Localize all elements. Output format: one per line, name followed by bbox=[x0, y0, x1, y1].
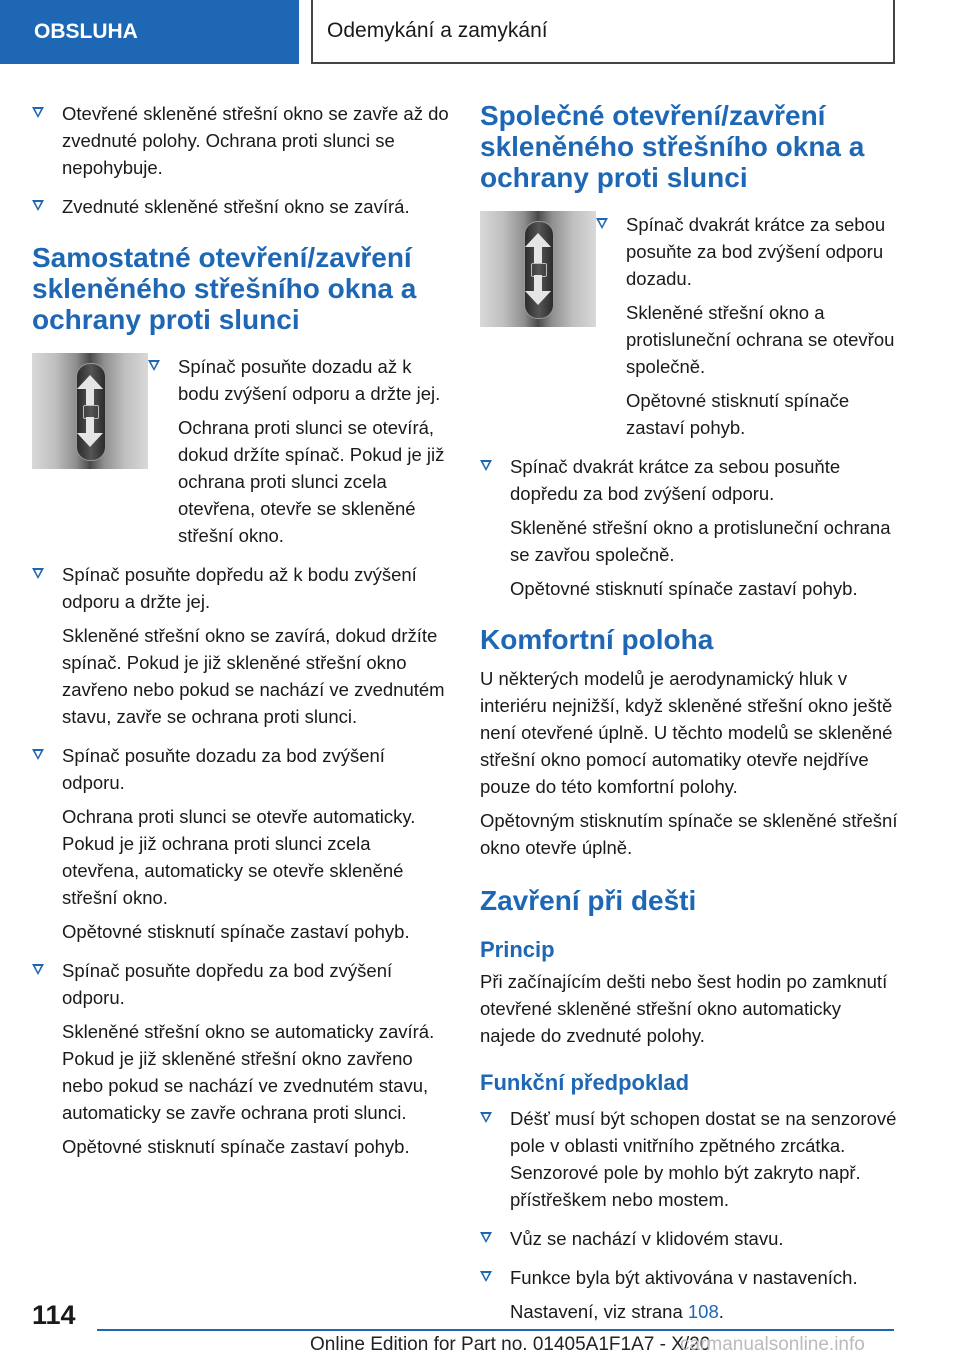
list-item-text: Vůz se nachází v klidovém stavu. bbox=[510, 1228, 784, 1249]
header-tab-label: OBSLUHA bbox=[34, 20, 138, 43]
list-item bbox=[32, 561, 450, 730]
left-column bbox=[32, 100, 450, 1172]
list-item-text: Skleněné střešní okno a protisluneční ochrana se otevřou společně. bbox=[626, 302, 895, 377]
arrow-down-shaft bbox=[86, 417, 94, 433]
list-item-text: Spínač posuňte dozadu až k bodu zvýšení odporu a držte jej. bbox=[178, 356, 441, 404]
list-item-text: Skleněné střešní okno se zavírá, dokud držíte spínač. Pokud je již skleněné střešní okno zavřeno nebo pokud se nachází ve zvednutém stavu, zavře se ochrana proti slunci. bbox=[62, 625, 445, 727]
page-number: 114 bbox=[32, 1300, 76, 1330]
list-item-text: Ochrana proti slunci se otevírá, dokud držíte spínač. Pokud je již ochrana proti slunci zcela otevřena, otevře se skleněné střešní okno. bbox=[178, 417, 445, 546]
footer-divider bbox=[97, 1329, 894, 1331]
right-list bbox=[480, 453, 900, 602]
bullet-triangle-icon bbox=[480, 1232, 492, 1243]
prereq-list bbox=[480, 1105, 900, 1325]
list-item-text: Spínač dvakrát krátce za sebou posuňte za bod zvýšení odporu dozadu. bbox=[626, 214, 886, 289]
list-item bbox=[32, 100, 450, 181]
bullet-triangle-icon bbox=[32, 107, 44, 118]
comfort-title: Komfortní poloha bbox=[480, 624, 714, 655]
list-item bbox=[480, 453, 900, 602]
page-link[interactable]: 108 bbox=[687, 1301, 719, 1322]
arrow-down-icon bbox=[525, 291, 551, 305]
bullet-triangle-icon bbox=[480, 1112, 492, 1123]
header-section bbox=[311, 0, 895, 64]
arrow-up-icon bbox=[77, 375, 103, 389]
header-tab bbox=[0, 0, 299, 64]
prereq-title: Funkční předpoklad bbox=[480, 1070, 690, 1095]
arrow-down-shaft bbox=[534, 275, 542, 291]
list-item-text: Skleněné střešní okno se automaticky zavírá. Pokud je již skleněné střešní okno zavřeno nebo pokud se nachází ve zvednutém stavu, automaticky se zavře ochrana proti slunci. bbox=[62, 1021, 435, 1123]
roof-switch-image bbox=[480, 211, 596, 327]
rain-title: Zavření při dešti bbox=[480, 885, 697, 916]
arrow-down-icon bbox=[77, 433, 103, 447]
list-item bbox=[480, 1264, 900, 1325]
arrow-up-shaft bbox=[86, 389, 94, 405]
bullet-triangle-icon bbox=[32, 964, 44, 975]
header-section-title: Odemykání a zamykání bbox=[327, 19, 548, 42]
list-item-text: Opětovné stisknutí spínače zastaví pohyb. bbox=[626, 390, 850, 438]
left-image-list bbox=[148, 353, 450, 549]
list-item bbox=[32, 742, 450, 945]
list-item-text: Spínač dvakrát krátce za sebou posuňte dopředu za bod zvýšení odporu. bbox=[510, 456, 841, 504]
list-item bbox=[32, 957, 450, 1160]
right-image-block bbox=[480, 211, 900, 441]
roof-switch-image bbox=[32, 353, 148, 469]
list-item-text: Déšť musí být schopen dostat se na senzorové pole v oblasti vnitřního zpětného zrcátka. Senzorové pole by mohlo být zakryto např. přístřeškem nebo mostem. bbox=[510, 1108, 897, 1210]
arrow-up-shaft bbox=[534, 247, 542, 263]
list-item-text: Otevřené skleněné střešní okno se zavře až do zvednuté polohy. Ochrana proti slunci se nepohybuje. bbox=[62, 103, 449, 178]
bullet-triangle-icon bbox=[32, 200, 44, 211]
list-item-text: Opětovné stisknutí spínače zastaví pohyb. bbox=[62, 921, 410, 942]
list-item-text: Spínač posuňte dopředu za bod zvýšení odporu. bbox=[62, 960, 393, 1008]
list-item-text: Ochrana proti slunci se otevře automaticky. Pokud je již ochrana proti slunci zcela otevřena, automaticky se otevře skleněné střešní okno. bbox=[62, 806, 416, 908]
list-item-text: Opětovné stisknutí spínače zastaví pohyb. bbox=[510, 578, 858, 599]
list-item bbox=[480, 1105, 900, 1213]
list-item bbox=[148, 353, 450, 549]
list-item-text: Spínač posuňte dopředu až k bodu zvýšení odporu a držte jej. bbox=[62, 564, 417, 612]
list-item-text: Skleněné střešní okno a protisluneční ochrana se zavřou společně. bbox=[510, 517, 891, 565]
bullet-triangle-icon bbox=[480, 460, 492, 471]
bullet-triangle-icon bbox=[480, 1271, 492, 1282]
left-list bbox=[32, 561, 450, 1160]
list-item-text: Funkce byla být aktivována v nastaveních. bbox=[510, 1267, 858, 1288]
list-item-text: Spínač posuňte dozadu za bod zvýšení odporu. bbox=[62, 745, 385, 793]
principle-text: Při začínajícím dešti nebo šest hodin po zamknutí otevřené skleněné střešní okno automaticky najede do zvednuté polohy. bbox=[480, 971, 888, 1046]
list-item bbox=[32, 193, 450, 220]
left-intro-list bbox=[32, 100, 450, 220]
bullet-triangle-icon bbox=[148, 360, 160, 371]
left-section-title: Samostatné otevření/zavření skleněného střešního okna a ochrany proti slunci bbox=[32, 242, 417, 335]
right-image-list bbox=[596, 211, 900, 441]
settings-ref-text: Nastavení, viz strana bbox=[510, 1301, 683, 1322]
arrow-up-icon bbox=[525, 233, 551, 247]
left-image-block bbox=[32, 353, 450, 549]
right-section-title: Společné otevření/zavření skleněného střešního okna a ochrany proti slunci bbox=[480, 100, 865, 193]
right-column bbox=[480, 100, 900, 1337]
bullet-triangle-icon bbox=[32, 568, 44, 579]
list-item bbox=[480, 1225, 900, 1252]
comfort-paragraph: Opětovným stisknutím spínače se skleněné střešní okno otevře úplně. bbox=[480, 810, 898, 858]
settings-reference bbox=[510, 1298, 900, 1325]
bullet-triangle-icon bbox=[32, 749, 44, 760]
bullet-triangle-icon bbox=[596, 218, 608, 229]
list-item-text: Zvednuté skleněné střešní okno se zavírá. bbox=[62, 196, 410, 217]
settings-ref-end: . bbox=[718, 1301, 724, 1322]
list-item bbox=[596, 211, 900, 441]
list-item-text: Opětovné stisknutí spínače zastaví pohyb. bbox=[62, 1136, 410, 1157]
comfort-paragraph: U některých modelů je aerodynamický hluk v interiéru nejnižší, když skleněné střešní okno ještě není otevřené úplně. U těchto modelů se skleněné střešní okno pomocí automatiky otevře nejdříve pouze do této komfortní polohy. bbox=[480, 668, 893, 797]
footer-edition: Online Edition for Part no. 01405A1F1A7 - X/20 bbox=[310, 1334, 711, 1355]
watermark: carmanualsonline.info bbox=[680, 1334, 865, 1355]
principle-title: Princip bbox=[480, 937, 555, 962]
